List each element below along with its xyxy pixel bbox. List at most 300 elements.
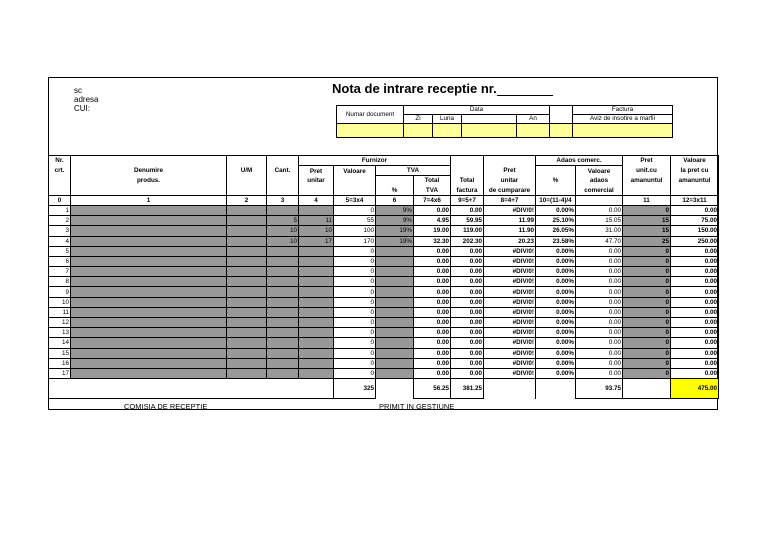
cell-col-1[interactable] — [71, 205, 227, 215]
cell-col-12[interactable]: 15 — [623, 216, 671, 226]
reception-committee-label: COMISIA DE RECEPTIE — [124, 402, 208, 411]
cell-col-11: 0.00 — [576, 246, 623, 256]
cell-col-9: #DIV/0! — [484, 287, 536, 297]
cell-col-10: 23.58% — [536, 236, 576, 246]
cell-col-7: 0.00 — [414, 348, 451, 358]
table-row — [49, 348, 719, 358]
cell-col-2[interactable] — [227, 318, 267, 328]
date-label: Data — [404, 106, 550, 115]
cell-col-12[interactable]: 0 — [623, 368, 671, 378]
col-markup-value-label-3: comercial — [576, 186, 623, 196]
column-index-12: 11 — [623, 195, 671, 205]
cell-col-13: 0.00 — [671, 287, 719, 297]
cell-col-9: 20.23 — [484, 236, 536, 246]
cell-col-9: #DIV/0! — [484, 246, 536, 256]
cell-col-2[interactable] — [227, 246, 267, 256]
cell-col-10: 0.00% — [536, 318, 576, 328]
cell-col-2[interactable] — [227, 236, 267, 246]
col-markup-pct-label: % — [536, 176, 576, 186]
cell-col-6[interactable] — [376, 277, 414, 287]
cell-col-8: 0.00 — [451, 348, 484, 358]
col-value-spacer-2 — [334, 186, 376, 196]
col-total-vat-label-2: TVA — [414, 186, 451, 196]
cell-col-12[interactable]: 0 — [623, 246, 671, 256]
company-cui-label: CUI: — [74, 104, 90, 113]
col-vat-pct-label: % — [376, 186, 414, 196]
year-label: An — [517, 115, 550, 124]
totals-retail-price-spacer — [623, 379, 671, 399]
col-crt-spacer-2 — [49, 186, 71, 196]
cell-col-2[interactable] — [227, 307, 267, 317]
totals-spacer-left — [49, 379, 334, 399]
cell-col-3[interactable] — [267, 358, 299, 368]
cell-col-6[interactable] — [376, 267, 414, 277]
cell-col-4[interactable] — [299, 246, 334, 256]
document-title: Nota de intrare receptie nr. — [332, 81, 553, 96]
cell-col-3[interactable] — [267, 256, 299, 266]
cell-col-11: 0.00 — [576, 205, 623, 215]
cell-col-0: 16 — [49, 358, 71, 368]
cell-col-5: 0 — [334, 205, 376, 215]
cell-col-6[interactable] — [376, 246, 414, 256]
cell-col-1[interactable] — [71, 338, 227, 348]
company-name-label: sc — [74, 86, 82, 95]
col-retail-value-label-3: amanuntul — [671, 176, 719, 186]
total-markup-value: 93.75 — [576, 379, 623, 399]
total-value: 325 — [334, 379, 376, 399]
cell-col-1[interactable] — [71, 267, 227, 277]
cell-col-13: 0.00 — [671, 267, 719, 277]
cell-col-13: 0.00 — [671, 256, 719, 266]
document-number-blank[interactable] — [497, 83, 553, 96]
cell-col-4[interactable] — [299, 307, 334, 317]
cell-col-1[interactable] — [71, 368, 227, 378]
cell-col-5: 0 — [334, 277, 376, 287]
cell-col-4[interactable] — [299, 328, 334, 338]
cell-col-7: 4.95 — [414, 216, 451, 226]
cell-col-5: 0 — [334, 358, 376, 368]
col-markup-value-label-2: adaos — [576, 176, 623, 186]
cell-col-10: 0.00% — [536, 348, 576, 358]
col-qty-label: Cant. — [267, 166, 299, 176]
cell-col-6[interactable]: 9% — [376, 205, 414, 215]
column-index-13: 12=3x11 — [671, 195, 719, 205]
cell-col-13: 0.00 — [671, 358, 719, 368]
cell-col-3[interactable] — [267, 307, 299, 317]
cell-col-10: 0.00% — [536, 368, 576, 378]
cell-col-1[interactable] — [71, 358, 227, 368]
cell-col-1[interactable] — [71, 307, 227, 317]
delivery-note-label: Aviz de insotire a marfii — [573, 115, 673, 124]
cell-col-6[interactable] — [376, 358, 414, 368]
cell-col-1[interactable] — [71, 216, 227, 226]
cell-col-3[interactable]: 10 — [267, 226, 299, 236]
cell-col-8: 0.00 — [451, 368, 484, 378]
document-number-label: Numar document — [337, 106, 404, 124]
items-table — [48, 155, 719, 399]
cell-col-3[interactable]: 5 — [267, 216, 299, 226]
cell-col-3[interactable] — [267, 318, 299, 328]
cell-col-1[interactable] — [71, 277, 227, 287]
cell-col-7: 0.00 — [414, 358, 451, 368]
cell-col-4[interactable]: 11 — [299, 216, 334, 226]
col-name-spacer-2 — [71, 186, 227, 196]
supplier-header: Furnizor — [299, 156, 451, 166]
cell-col-2[interactable] — [227, 348, 267, 358]
cell-col-8: 202.30 — [451, 236, 484, 246]
col-crt-spacer — [49, 176, 71, 186]
cell-col-13: 0.00 — [671, 328, 719, 338]
cell-col-0: 12 — [49, 318, 71, 328]
month-spacer — [462, 115, 517, 124]
cell-col-1[interactable] — [71, 348, 227, 358]
cell-col-6[interactable] — [376, 348, 414, 358]
cell-col-5: 100 — [334, 226, 376, 236]
vat-header: TVA — [376, 166, 451, 176]
cell-col-6[interactable] — [376, 318, 414, 328]
cell-col-5: 0 — [334, 307, 376, 317]
cell-col-11: 0.00 — [576, 368, 623, 378]
cell-col-3[interactable] — [267, 277, 299, 287]
col-value-label: Valoare — [334, 166, 376, 176]
cell-col-0: 13 — [49, 328, 71, 338]
cell-col-12[interactable]: 0 — [623, 297, 671, 307]
cell-col-11: 0.00 — [576, 267, 623, 277]
cell-col-5: 0 — [334, 246, 376, 256]
cell-col-12[interactable]: 0 — [623, 256, 671, 266]
cell-col-0: 7 — [49, 267, 71, 277]
cell-col-11: 47.70 — [576, 236, 623, 246]
cell-col-12[interactable]: 0 — [623, 307, 671, 317]
cell-col-11: 0.00 — [576, 358, 623, 368]
cell-col-0: 5 — [49, 246, 71, 256]
cell-col-5: 0 — [334, 256, 376, 266]
cell-col-3[interactable]: 10 — [267, 236, 299, 246]
cell-col-11: 15.05 — [576, 216, 623, 226]
month-extra-field[interactable] — [462, 124, 517, 138]
cell-col-2[interactable] — [227, 338, 267, 348]
cell-col-8: 119.00 — [451, 226, 484, 236]
total-retail-value: 475.00 — [671, 379, 719, 399]
cell-col-0: 1 — [49, 205, 71, 215]
cell-col-1[interactable] — [71, 256, 227, 266]
cell-col-10: 0.00% — [536, 358, 576, 368]
cell-col-12[interactable]: 25 — [623, 236, 671, 246]
cell-col-6[interactable] — [376, 287, 414, 297]
cell-col-6[interactable] — [376, 368, 414, 378]
cell-col-13: 150.00 — [671, 226, 719, 236]
cell-col-7: 0.00 — [414, 328, 451, 338]
cell-col-6[interactable]: 19% — [376, 226, 414, 236]
cell-col-11: 0.00 — [576, 256, 623, 266]
cell-col-4[interactable]: 17 — [299, 236, 334, 246]
markup-header: Adaos comerc. — [536, 156, 623, 166]
cell-col-5: 0 — [334, 267, 376, 277]
cell-col-4[interactable] — [299, 358, 334, 368]
cell-col-12[interactable]: 0 — [623, 318, 671, 328]
col-purchase-spacer — [484, 156, 536, 166]
cell-col-10: 0.00% — [536, 277, 576, 287]
cell-col-4[interactable] — [299, 287, 334, 297]
column-index-1: 1 — [71, 195, 227, 205]
table-row — [49, 205, 719, 215]
cell-col-5: 170 — [334, 236, 376, 246]
cell-col-3[interactable] — [267, 297, 299, 307]
cell-col-1[interactable] — [71, 318, 227, 328]
cell-col-8: 0.00 — [451, 277, 484, 287]
cell-col-4[interactable] — [299, 277, 334, 287]
col-value-spacer — [334, 176, 376, 186]
cell-col-0: 8 — [49, 277, 71, 287]
table-row — [49, 318, 719, 328]
cell-col-10: 0.00% — [536, 328, 576, 338]
cell-col-0: 17 — [49, 368, 71, 378]
table-row — [49, 236, 719, 246]
cell-col-7: 0.00 — [414, 246, 451, 256]
cell-col-6[interactable]: 9% — [376, 216, 414, 226]
cell-col-7: 0.00 — [414, 287, 451, 297]
col-retail-value-spacer — [671, 186, 719, 196]
cell-col-13: 75.00 — [671, 216, 719, 226]
company-address-label: adresa — [74, 95, 99, 104]
cell-col-2[interactable] — [227, 328, 267, 338]
cell-col-9: 11.90 — [484, 226, 536, 236]
col-purchase-label-2: unitar — [484, 176, 536, 186]
col-nr-label: Nr. — [49, 156, 71, 166]
cell-col-12[interactable]: 0 — [623, 267, 671, 277]
cell-col-0: 11 — [49, 307, 71, 317]
col-name-spacer — [71, 156, 227, 166]
col-vat-pct-spacer — [376, 176, 414, 186]
cell-col-10: 0.00% — [536, 246, 576, 256]
cell-col-7: 0.00 — [414, 297, 451, 307]
total-invoice: 381.25 — [451, 379, 484, 399]
cell-col-2[interactable] — [227, 368, 267, 378]
cell-col-4[interactable]: 10 — [299, 226, 334, 236]
cell-col-2[interactable] — [227, 256, 267, 266]
col-retail-price-label-2: unit.cu — [623, 166, 671, 176]
cell-col-5: 0 — [334, 328, 376, 338]
cell-col-9: 11.99 — [484, 216, 536, 226]
cell-col-1[interactable] — [71, 236, 227, 246]
year-extra-field[interactable] — [550, 124, 573, 138]
cell-col-7: 0.00 — [414, 307, 451, 317]
cell-col-13: 0.00 — [671, 246, 719, 256]
cell-col-8: 0.00 — [451, 297, 484, 307]
cell-col-7: 0.00 — [414, 256, 451, 266]
column-index-6: 6 — [376, 195, 414, 205]
cell-col-2[interactable] — [227, 267, 267, 277]
cell-col-12[interactable]: 0 — [623, 338, 671, 348]
cell-col-2[interactable] — [227, 205, 267, 215]
cell-col-12[interactable]: 15 — [623, 226, 671, 236]
col-name-label: Denumire — [71, 166, 227, 176]
day-field[interactable] — [404, 124, 433, 138]
cell-col-1[interactable] — [71, 328, 227, 338]
col-retail-value-label: Valoare — [671, 156, 719, 166]
cell-col-9: #DIV/0! — [484, 256, 536, 266]
cell-col-8: 59.95 — [451, 216, 484, 226]
col-invoice-total-label-2: factura — [451, 186, 484, 196]
cell-col-8: 0.00 — [451, 205, 484, 215]
table-row — [49, 358, 719, 368]
cell-col-13: 0.00 — [671, 307, 719, 317]
cell-col-7: 32.30 — [414, 236, 451, 246]
cell-col-8: 0.00 — [451, 246, 484, 256]
cell-col-9: #DIV/0! — [484, 267, 536, 277]
cell-col-6[interactable] — [376, 307, 414, 317]
cell-col-8: 0.00 — [451, 328, 484, 338]
cell-col-6[interactable] — [376, 297, 414, 307]
cell-col-8: 0.00 — [451, 318, 484, 328]
col-um-label: U/M — [227, 166, 267, 176]
cell-col-12[interactable]: 0 — [623, 205, 671, 215]
cell-col-2[interactable] — [227, 358, 267, 368]
totals-vat-pct-spacer — [376, 379, 414, 399]
cell-col-1[interactable] — [71, 226, 227, 236]
cell-col-0: 4 — [49, 236, 71, 246]
table-row — [49, 256, 719, 266]
document-info-table — [336, 105, 673, 138]
cell-col-2[interactable] — [227, 277, 267, 287]
cell-col-6[interactable] — [376, 338, 414, 348]
table-row — [49, 297, 719, 307]
col-invoice-spacer — [451, 156, 484, 166]
cell-col-2[interactable] — [227, 287, 267, 297]
cell-col-9: #DIV/0! — [484, 328, 536, 338]
cell-col-10: 0.00% — [536, 307, 576, 317]
cell-col-6[interactable] — [376, 256, 414, 266]
cell-col-13: 0.00 — [671, 368, 719, 378]
cell-col-13: 0.00 — [671, 338, 719, 348]
cell-col-10: 26.05% — [536, 226, 576, 236]
column-index-row — [49, 195, 719, 205]
document-number-field[interactable] — [337, 124, 404, 138]
invoice-field[interactable] — [573, 124, 673, 138]
cell-col-11: 0.00 — [576, 277, 623, 287]
cell-col-5: 0 — [334, 348, 376, 358]
cell-col-5: 55 — [334, 216, 376, 226]
cell-col-4[interactable] — [299, 368, 334, 378]
cell-col-12[interactable]: 0 — [623, 277, 671, 287]
cell-col-5: 0 — [334, 318, 376, 328]
cell-col-9: #DIV/0! — [484, 368, 536, 378]
cell-col-10: 0.00% — [536, 205, 576, 215]
receipt-note-sheet — [48, 77, 718, 410]
cell-col-3[interactable] — [267, 246, 299, 256]
invoice-label: Factura — [573, 106, 673, 115]
cell-col-13: 0.00 — [671, 297, 719, 307]
cell-col-11: 0.00 — [576, 307, 623, 317]
column-index-9: 8=4+7 — [484, 195, 536, 205]
cell-col-4[interactable] — [299, 297, 334, 307]
month-field[interactable] — [433, 124, 462, 138]
month-label: Luna — [433, 115, 462, 124]
cell-col-8: 0.00 — [451, 267, 484, 277]
received-in-stock-label: PRIMIT IN GESTIUNE — [379, 402, 455, 411]
cell-col-1[interactable] — [71, 246, 227, 256]
cell-col-3[interactable] — [267, 338, 299, 348]
col-total-vat-label: Total — [414, 176, 451, 186]
cell-col-3[interactable] — [267, 267, 299, 277]
cell-col-11: 0.00 — [576, 297, 623, 307]
cell-col-4[interactable] — [299, 318, 334, 328]
cell-col-0: 14 — [49, 338, 71, 348]
cell-col-7: 0.00 — [414, 277, 451, 287]
cell-col-10: 0.00% — [536, 287, 576, 297]
cell-col-3[interactable] — [267, 205, 299, 215]
cell-col-1[interactable] — [71, 297, 227, 307]
cell-col-12[interactable]: 0 — [623, 348, 671, 358]
cell-col-13: 0.00 — [671, 205, 719, 215]
cell-col-3[interactable] — [267, 348, 299, 358]
cell-col-0: 9 — [49, 287, 71, 297]
cell-col-7: 19.00 — [414, 226, 451, 236]
cell-col-4[interactable] — [299, 348, 334, 358]
column-index-5: 5=3x4 — [334, 195, 376, 205]
cell-col-13: 0.00 — [671, 348, 719, 358]
cell-col-2[interactable] — [227, 216, 267, 226]
cell-col-4[interactable] — [299, 267, 334, 277]
cell-col-8: 0.00 — [451, 256, 484, 266]
cell-col-9: #DIV/0! — [484, 307, 536, 317]
cell-col-12[interactable]: 0 — [623, 358, 671, 368]
cell-col-8: 0.00 — [451, 338, 484, 348]
table-row — [49, 246, 719, 256]
table-row — [49, 307, 719, 317]
cell-col-11: 0.00 — [576, 338, 623, 348]
col-qty-spacer-2 — [267, 176, 299, 186]
date-spacer — [550, 106, 573, 115]
cell-col-0: 3 — [49, 226, 71, 236]
cell-col-11: 0.00 — [576, 318, 623, 328]
cell-col-13: 0.00 — [671, 318, 719, 328]
year-spacer — [550, 115, 573, 124]
cell-col-4[interactable] — [299, 256, 334, 266]
cell-col-2[interactable] — [227, 297, 267, 307]
cell-col-10: 0.00% — [536, 256, 576, 266]
total-vat: 56.25 — [414, 379, 451, 399]
cell-col-3[interactable] — [267, 287, 299, 297]
column-index-4: 4 — [299, 195, 334, 205]
cell-col-6[interactable]: 19% — [376, 236, 414, 246]
cell-col-4[interactable] — [299, 205, 334, 215]
cell-col-12[interactable]: 0 — [623, 287, 671, 297]
cell-col-4[interactable] — [299, 338, 334, 348]
table-row — [49, 216, 719, 226]
totals-purchase-spacer — [484, 379, 536, 399]
cell-col-10: 0.00% — [536, 267, 576, 277]
cell-col-7: 0.00 — [414, 205, 451, 215]
col-um-spacer-2 — [227, 176, 267, 186]
col-price-spacer — [299, 186, 334, 196]
cell-col-5: 0 — [334, 287, 376, 297]
cell-col-0: 15 — [49, 348, 71, 358]
cell-col-12[interactable]: 0 — [623, 328, 671, 338]
year-field[interactable] — [517, 124, 550, 138]
cell-col-2[interactable] — [227, 226, 267, 236]
cell-col-3[interactable] — [267, 328, 299, 338]
column-index-11 — [576, 195, 623, 205]
cell-col-3[interactable] — [267, 368, 299, 378]
cell-col-6[interactable] — [376, 328, 414, 338]
cell-col-1[interactable] — [71, 287, 227, 297]
cell-col-11: 0.00 — [576, 287, 623, 297]
cell-col-8: 0.00 — [451, 358, 484, 368]
cell-col-9: #DIV/0! — [484, 297, 536, 307]
cell-col-9: #DIV/0! — [484, 348, 536, 358]
col-price-label-2: unitar — [299, 176, 334, 186]
